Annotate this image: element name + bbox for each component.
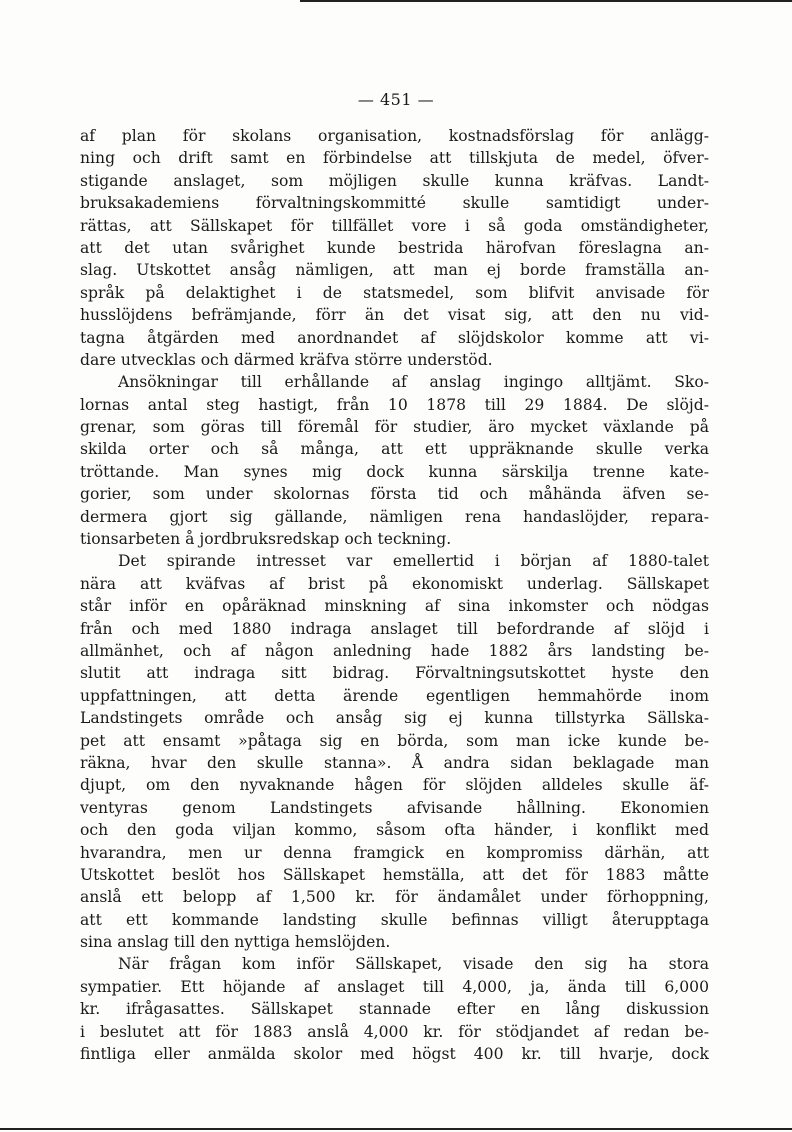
- text-line: Ansökningar till erhållande af anslag ingingo alltjämt. Sko-: [118, 373, 709, 392]
- text-line: rättas, att Sällskapet för tillfället vore i så goda omständigheter,: [80, 216, 709, 235]
- text-line: kr. ifrågasattes. Sällskapet stannade efter en lång diskussion: [80, 1000, 709, 1019]
- text-line: i beslutet att för 1883 anslå 4,000 kr. för stödjandet af redan be-: [80, 1022, 709, 1041]
- text-line: allmänhet, och af någon anledning hade 1882 års landsting be-: [80, 641, 709, 660]
- text-line: tagna åtgärden med anordnandet af slöjdskolor komme att vi-: [80, 328, 709, 347]
- text-line: djupt, om den nyvaknande hågen för slöjden alldeles skulle äf-: [80, 776, 709, 795]
- text-line: När frågan kom inför Sällskapet, visade den sig ha stora: [118, 955, 709, 974]
- text-line: hvarandra, men ur denna framgick en kompromiss därhän, att: [80, 843, 709, 862]
- text-line: tröttande. Man synes mig dock kunna särskilja trenne kate-: [80, 462, 709, 481]
- paragraph: [80, 371, 709, 550]
- top-edge-rule: [300, 0, 792, 2]
- text-line: uppfattningen, att detta ärende egentligen hemmahörde inom: [80, 686, 709, 705]
- body-text: [80, 125, 709, 1065]
- paragraph: [80, 953, 709, 1065]
- page-number: — 451 —: [357, 90, 435, 109]
- text-line: ventyras genom Landstingets afvisande hållning. Ekonomien: [80, 798, 709, 817]
- text-line: tionsarbeten å jordbruksredskap och teckning.: [80, 530, 452, 549]
- bottom-edge-rule: [0, 1128, 792, 1130]
- text-line: anslå ett belopp af 1,500 kr. för ändamålet under förhoppning,: [80, 888, 709, 907]
- text-line: fintliga eller anmälda skolor med högst 400 kr. till hvarje, dock: [80, 1045, 709, 1064]
- text-line: från och med 1880 indraga anslaget till befordrande af slöjd i: [80, 619, 709, 638]
- text-line: dermera gjort sig gällande, nämligen rena handaslöjder, repara-: [80, 507, 709, 526]
- text-line: Det spirande intresset var emellertid i början af 1880-talet: [118, 552, 709, 571]
- text-line: grenar, som göras till föremål för studier, äro mycket växlande på: [80, 418, 709, 437]
- text-line: dare utvecklas och därmed kräfva större understöd.: [80, 350, 493, 369]
- text-line: skilda orter och så många, att ett uppräknande skulle verka: [80, 440, 709, 459]
- text-line: af plan för skolans organisation, kostnadsförslag för anlägg-: [80, 127, 709, 145]
- text-line: och den goda viljan kommo, såsom ofta händer, i konflikt med: [80, 821, 709, 840]
- text-line: gorier, som under skolornas första tid och måhända äfven se-: [80, 485, 709, 504]
- text-line: husslöjdens befrämjande, förr än det visat sig, att den nu vid-: [80, 306, 709, 325]
- text-line: nära att kväfvas af brist på ekonomiskt underlag. Sällskapet: [80, 574, 709, 593]
- text-line: lornas antal steg hastigt, från 10 1878 till 29 1884. De slöjd-: [80, 395, 709, 414]
- paragraph: [80, 550, 709, 953]
- text-line: bruksakademiens förvaltningskommitté skulle samtidigt under-: [80, 194, 709, 213]
- text-line: Landstingets område och ansåg sig ej kunna tillstyrka Sällska-: [80, 709, 709, 728]
- text-line: sina anslag till den nyttiga hemslöjden.: [80, 933, 391, 952]
- text-line: Utskottet beslöt hos Sällskapet hemställa, att det för 1883 måtte: [80, 865, 709, 884]
- text-line: att det utan svårighet kunde bestrida härofvan föreslagna an-: [80, 238, 709, 257]
- text-line: att ett kommande landsting skulle befinnas villigt återupptaga: [80, 910, 709, 929]
- text-line: ning och drift samt en förbindelse att tillskjuta de medel, öfver-: [80, 149, 709, 168]
- text-line: pet att ensamt »påtaga sig en börda, som man icke kunde be-: [80, 731, 709, 750]
- paragraph: [80, 125, 709, 371]
- text-line: språk på delaktighet i de statsmedel, som blifvit anvisade för: [80, 283, 709, 302]
- text-line: slag. Utskottet ansåg nämligen, att man ej borde framställa an-: [80, 261, 709, 280]
- text-line: räkna, hvar den skulle stanna». Å andra sidan beklagade man: [80, 753, 709, 772]
- text-line: slutit att indraga sitt bidrag. Förvaltningsutskottet hyste den: [80, 664, 709, 683]
- text-line: sympatier. Ett höjande af anslaget till 4,000, ja, ända till 6,000: [80, 977, 709, 996]
- text-line: står inför en opåräknad minskning af sina inkomster och nödgas: [80, 597, 709, 616]
- text-line: stigande anslaget, som möjligen skulle kunna kräfvas. Landt-: [80, 171, 709, 190]
